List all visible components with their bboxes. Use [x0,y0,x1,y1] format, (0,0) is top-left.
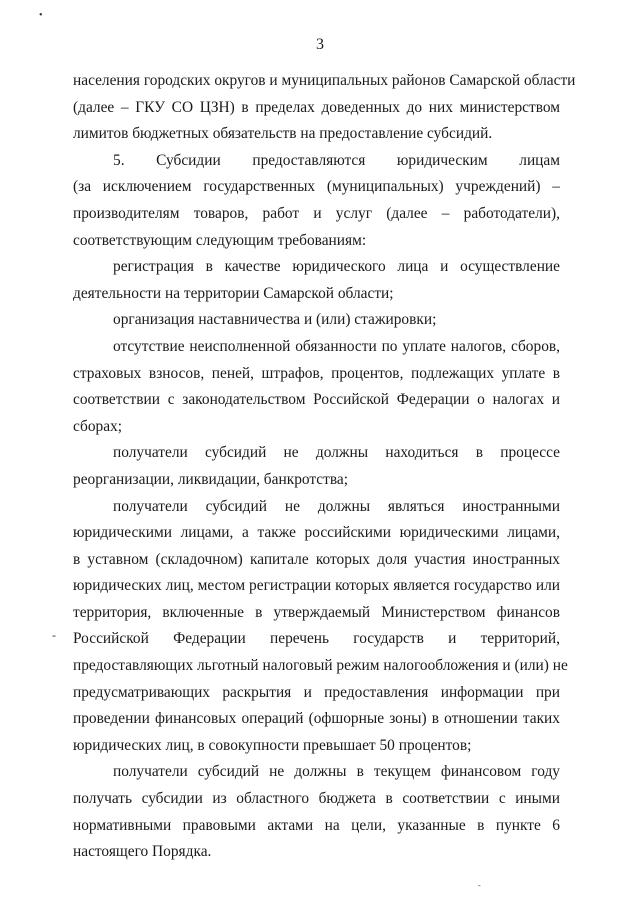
text-line: соответствии с законодательством Российской Федерации о налогах и [73,391,560,409]
paragraph [73,307,560,334]
paragraph [73,148,560,254]
text-line: нормативными правовыми актами на цели, указанные в пункте 6 [73,816,560,834]
margin-dash-mark: - [52,628,56,642]
paragraph [73,334,560,440]
text-line: реорганизации, ликвидации, банкротства; [73,470,349,488]
text-line: населения городских округов и муниципальных районов Самарской области [73,72,576,89]
text-line: (далее – ГКУ СО ЦЗН) в пределах доведенных до них министерством [73,98,560,116]
text-line: сборах; [73,417,123,435]
text-line: страховых взносов, пеней, штрафов, процентов, подлежащих уплате в [73,364,560,382]
text-line: получать субсидии из областного бюджета в соответствии с иными [73,790,560,808]
text-line: организация наставничества и (или) стажировки; [113,311,437,329]
text-line: настоящего Порядка. [73,843,212,861]
text-line: юридическими лицами, а также российскими юридическими лицами, [73,524,560,542]
text-line: получатели субсидий не должны в текущем финансовом году [113,763,560,781]
text-line: производителям товаров, работ и услуг (далее – работодатели), [73,204,560,222]
paragraph [73,494,568,760]
text-line: юридических лиц, местом регистрации которых является государство или [73,577,560,595]
text-line: 5. Субсидии предоставляются юридическим лицам [113,151,560,169]
text-line: регистрация в качестве юридического лица и осуществление [113,258,560,276]
text-line: получатели субсидий не должны являться иностранными [113,497,560,515]
text-line: юридических лиц, в совокупности превышает 50 процентов; [73,736,472,754]
text-line: соответствующим следующим требованиям: [73,231,367,249]
paragraph [73,68,576,148]
scan-speck: • [39,10,43,21]
text-line: в уставном (складочном) капитале которых доля участия иностранных [73,550,560,568]
text-line: отсутствие неисполненной обязанности по уплате налогов, сборов, [113,337,560,355]
text-line: территория, включенные в утверждаемый Министерством финансов [73,603,560,621]
text-line: получатели субсидий не должны находиться в процессе [113,444,560,462]
scan-speck: - [478,881,481,890]
text-line: предоставляющих льготный налоговый режим налогообложения и (или) не [73,657,568,675]
paragraph [73,440,560,493]
text-line: предусматривающих раскрытия и предоставления информации при [73,683,560,701]
text-line: лимитов бюджетных обязательств на предоставление субсидий. [73,125,493,143]
text-line: проведении финансовых операций (офшорные зоны) в отношении таких [73,710,560,728]
paragraph [73,254,560,307]
page-number: 3 [316,36,324,53]
paragraph [73,759,560,865]
text-line: Российской Федерации перечень государств и территорий, [73,630,560,648]
text-line: (за исключением государственных (муниципальных) учреждений) – [73,178,560,196]
document-body [73,68,576,866]
text-line: деятельности на территории Самарской области; [73,284,394,302]
